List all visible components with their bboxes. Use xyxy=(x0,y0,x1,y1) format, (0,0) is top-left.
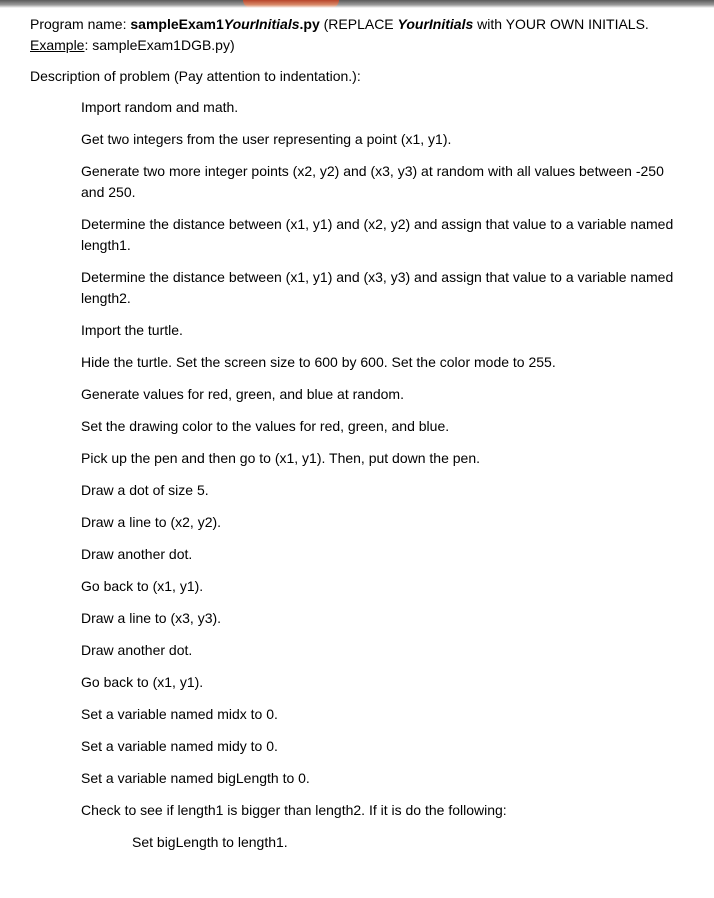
top-edge-bar xyxy=(0,0,714,8)
step-item: Draw another dot. xyxy=(81,642,193,658)
heading-middle: (REPLACE xyxy=(319,16,398,32)
heading-after: with YOUR OWN INITIALS. xyxy=(473,16,649,32)
step-item: Hide the turtle. Set the screen size to 600 by 600. Set the color mode to 255. xyxy=(81,354,556,370)
step-item: Determine the distance between (x1, y1) and (x2, y2) and assign that value to a variable named length1. xyxy=(81,216,674,253)
step-item: Import random and math. xyxy=(81,99,239,115)
step-item: Set a variable named bigLength to 0. xyxy=(81,770,310,786)
step-item: Draw another dot. xyxy=(81,546,193,562)
heading-replace-initials: YourInitials xyxy=(397,16,474,32)
step-item: Check to see if length1 is bigger than length2. If it is do the following: xyxy=(81,802,507,818)
step-item: Generate values for red, green, and blue at random. xyxy=(81,386,404,402)
step-item: Set the drawing color to the values for red, green, and blue. xyxy=(81,418,450,434)
program-name-heading xyxy=(30,14,700,56)
step-item: Go back to (x1, y1). xyxy=(81,674,204,690)
step-item: Set a variable named midy to 0. xyxy=(81,738,278,754)
step-item-indented: Set bigLength to length1. xyxy=(132,834,288,850)
heading-example-value: sampleExam1DGB.py) xyxy=(88,37,235,53)
heading-example-label: Example xyxy=(30,37,85,53)
problem-description: Description of problem (Pay attention to indentation.): xyxy=(30,68,361,84)
step-item: Draw a dot of size 5. xyxy=(81,482,209,498)
steps-list xyxy=(30,97,700,853)
step-item: Pick up the pen and then go to (x1, y1). Then, put down the pen. xyxy=(81,450,481,466)
step-item: Draw a line to (x2, y2). xyxy=(81,514,222,530)
heading-example-colon: : xyxy=(84,37,89,53)
step-item: Generate two more integer points (x2, y2) and (x3, y3) at random with all values between -250 and 250. xyxy=(81,163,664,200)
heading-file-bold: sampleExam1 xyxy=(130,16,224,32)
step-item: Import the turtle. xyxy=(81,322,183,338)
step-item: Draw a line to (x3, y3). xyxy=(81,610,222,626)
document-page xyxy=(30,14,700,864)
step-item: Get two integers from the user representing a point (x1, y1). xyxy=(81,131,452,147)
step-item: Go back to (x1, y1). xyxy=(81,578,204,594)
step-item: Determine the distance between (x1, y1) and (x3, y3) and assign that value to a variable named length2. xyxy=(81,269,674,306)
step-item: Set a variable named midx to 0. xyxy=(81,706,278,722)
heading-prefix: Program name: xyxy=(30,16,131,32)
heading-file-ext: .py xyxy=(299,16,320,32)
top-edge-notch xyxy=(243,0,339,8)
heading-file-initials: YourInitials xyxy=(223,16,300,32)
